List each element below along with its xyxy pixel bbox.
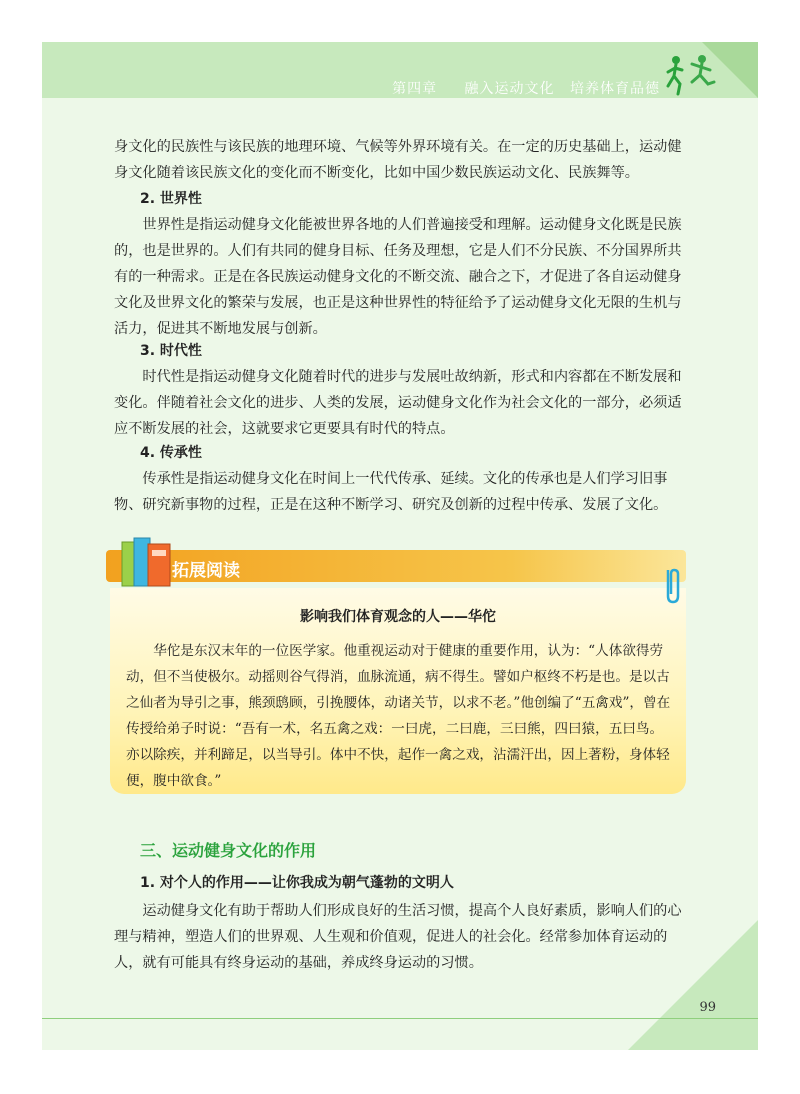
chapter-title-part1: 融入运动文化: [464, 81, 555, 97]
heading-contemporary: 3. 时代性: [140, 343, 202, 359]
extended-reading-text: 华佗是东汉末年的一位医学家。他重视运动对于健康的重要作用，认为：“人体欲得劳动，但不当使极尔。动摇则谷气得消，血脉流通，病不得生。譬如户枢终不朽是也。是以古之仙者为导引之事，熊颈鸱顾，引挽腰体，动诸关节，以求不老。”他创编了“五禽戏”，曾在传授给弟子时说：“吾有一术，名五禽之戏：一曰虎，二曰鹿，三曰熊，四曰猿，五曰鸟。亦以除疾，并利蹄足，以当导引。体中不快，起作一禽之戏，沾濡汗出，因上著粉，身体轻便，腹中欲食。”: [126, 643, 671, 789]
subheading-individual: 1. 对个人的作用——让你我成为朝气蓬勃的文明人: [140, 875, 454, 891]
books-icon: [120, 536, 176, 588]
paragraph-worldwide: 世界性是指运动健身文化能被世界各地的人们普遍接受和理解。运动健身文化既是民族的，也是世界的。人们有共同的健身目标、任务及理想，它是人们不分民族、不分国界所共有的一种需求。正是在各民族运动健身文化的不断交流、融合之下，才促进了各自运动健身文化及世界文化的繁荣与发展，也正是这种世界性的特征给予了运动健身文化无限的生机与活力，促进其不断地发展与创新。: [114, 217, 682, 337]
page-number: 99: [699, 1000, 716, 1015]
extended-reading-label: 拓展阅读: [172, 561, 240, 581]
section-title-effects: 三、运动健身文化的作用: [140, 841, 317, 860]
extended-reading-box: [110, 588, 686, 794]
heading-inheritance: 4. 传承性: [140, 445, 202, 461]
paragraph-contemporary: 时代性是指运动健身文化随着时代的进步与发展吐故纳新，形式和内容都在不断发展和变化。伴随着社会文化的进步、人类的发展，运动健身文化作为社会文化的一部分，必须适应不断发展的社会，这就要求它更要具有时代的特点。: [114, 369, 682, 437]
chapter-title-part2: 培养体育品德: [570, 81, 660, 97]
footer-corner-decoration: [628, 920, 758, 1050]
paperclip-icon: [662, 566, 682, 606]
runners-icon: [662, 54, 722, 96]
extended-reading-title: 影响我们体育观念的人——华佗: [300, 609, 496, 625]
page: [42, 42, 758, 1050]
paragraph-ethnic-continued: 身文化的民族性与该民族的地理环境、气候等外界环境有关。在一定的历史基础上，运动健身文化随着该民族文化的变化而不断变化，比如中国少数民族运动文化、民族舞等。: [114, 139, 682, 181]
chapter-label: 第四章: [392, 81, 438, 97]
heading-worldwide: 2. 世界性: [140, 191, 202, 207]
running-header: [370, 78, 660, 98]
footer-line: [42, 1018, 758, 1019]
paragraph-individual: 运动健身文化有助于帮助人们形成良好的生活习惯，提高个人良好素质，影响人们的心理与精神，塑造人们的世界观、人生观和价值观，促进人的社会化。经常参加体育运动的人，就有可能具有终身运动的基础，养成终身运动的习惯。: [114, 903, 682, 971]
paragraph-inheritance: 传承性是指运动健身文化在时间上一代代传承、延续。文化的传承也是人们学习旧事物、研究新事物的过程，正是在这种不断学习、研究及创新的过程中传承、发展了文化。: [114, 471, 668, 513]
